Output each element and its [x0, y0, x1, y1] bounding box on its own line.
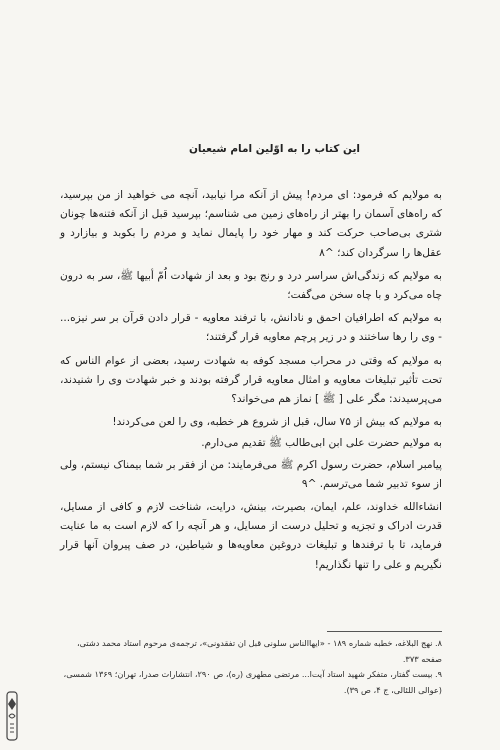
paragraph-6: به مولایم حضرت علی ابن ابی‌طالب ﷺ تقدیم می‌دارم. [201, 437, 442, 450]
paragraph-4: به مولایم که وقتی در محراب مسجد کوفه به شهادت رسید، بعضی از عوام الناس که تحت تأثیر تبلیغات معاویه و امثال معاویه قرار گرفته بودند و خبر شهادت وی را شنیدند، می‌پرسیدند: مگر علی [ ﷺ ] نماز هم می‌خواند؟ [60, 354, 442, 406]
footnote-divider [327, 631, 442, 632]
footnote-8: ٨. نهج البلاغه، خطبه شماره ۱۸۹ - «ایها‌الناس سلونی قبل ان تفقدونی»، ترجمه‌ی مرحوم استاد محمد دشتی، صفحه ۳۷۳. [76, 638, 442, 664]
paragraph-7: پیامبر اسلام، حضرت رسول اکرم ﷺ می‌فرمایند: من از فقر بر شما بیمناک نیستم، ولی از سوء تدبیر شما می‌ترسم. ^٩ [60, 458, 442, 490]
paragraph-5: به مولایم که بیش از ۷۵ سال، قبل از شروع هر خطبه، وی را لعن می‌کردند! [112, 416, 442, 429]
dedication-title: این کتاب را به اوّلین امام شیعیان [188, 143, 360, 155]
paragraph-3: به مولایم که اطرافیان احمق و نادانش، با ترفند معاویه - قرار دادن قرآن بر سر نیزه... - وی را رها ساختند و در زیر پرچم معاویه قرار گرفتند؛ [60, 312, 442, 344]
paragraph-2: به مولایم که زندگی‌اش سراسر درد و رنج بود و بعد از شهادت اُمّ أبیها ﷺ، سر به درون چاه می‌کرد و با چاه سخن می‌گفت؛ [60, 269, 442, 302]
publisher-logo-icon [3, 690, 21, 742]
dedication-body [60, 186, 442, 579]
footnotes [60, 636, 442, 698]
paragraph-1: به مولایم که فرمود: ای مردم! پیش از آنکه مرا نیابید، آنچه می خواهید از من بپرسید، که راه‌های آسمان را بهتر از راه‌های زمین می شناسم؛ بپرسید قبل از آنکه فتنه‌ها چونان شتری بی‌صاحب حرکت کند و مهار خود را پایمال نماید و مردم را بکوبد و بیازارد و عقل‌ها را سرگردان کند؛ ^٨ [60, 189, 442, 259]
footnote-9: ٩. بیست گفتار، متفکر شهید استاد آیت‌ا... مرتضی مطهری (ره)، ص ۲۹۰، انتشارات صدرا، تهران؛ ۱۳۶۹ شمسی، (عوالی اللئالی، ج ۴، ص ۳۹). [63, 669, 442, 695]
paragraph-8: انشاءالله خداوند، علم، ایمان، بصیرت، بینش، درایت، شناخت لازم و کافی از مسایل، قدرت ادراک و تجزیه و تحلیل درست از مسایل، و هر آنچه را که لازم است به ما عنایت فرماید، تا با ترفندها و تبلیغات دروغین معاویه‌ها و شیاطین، در صف پیروان آنها قرار نگیریم و علی را تنها نگذاریم! [60, 501, 442, 571]
